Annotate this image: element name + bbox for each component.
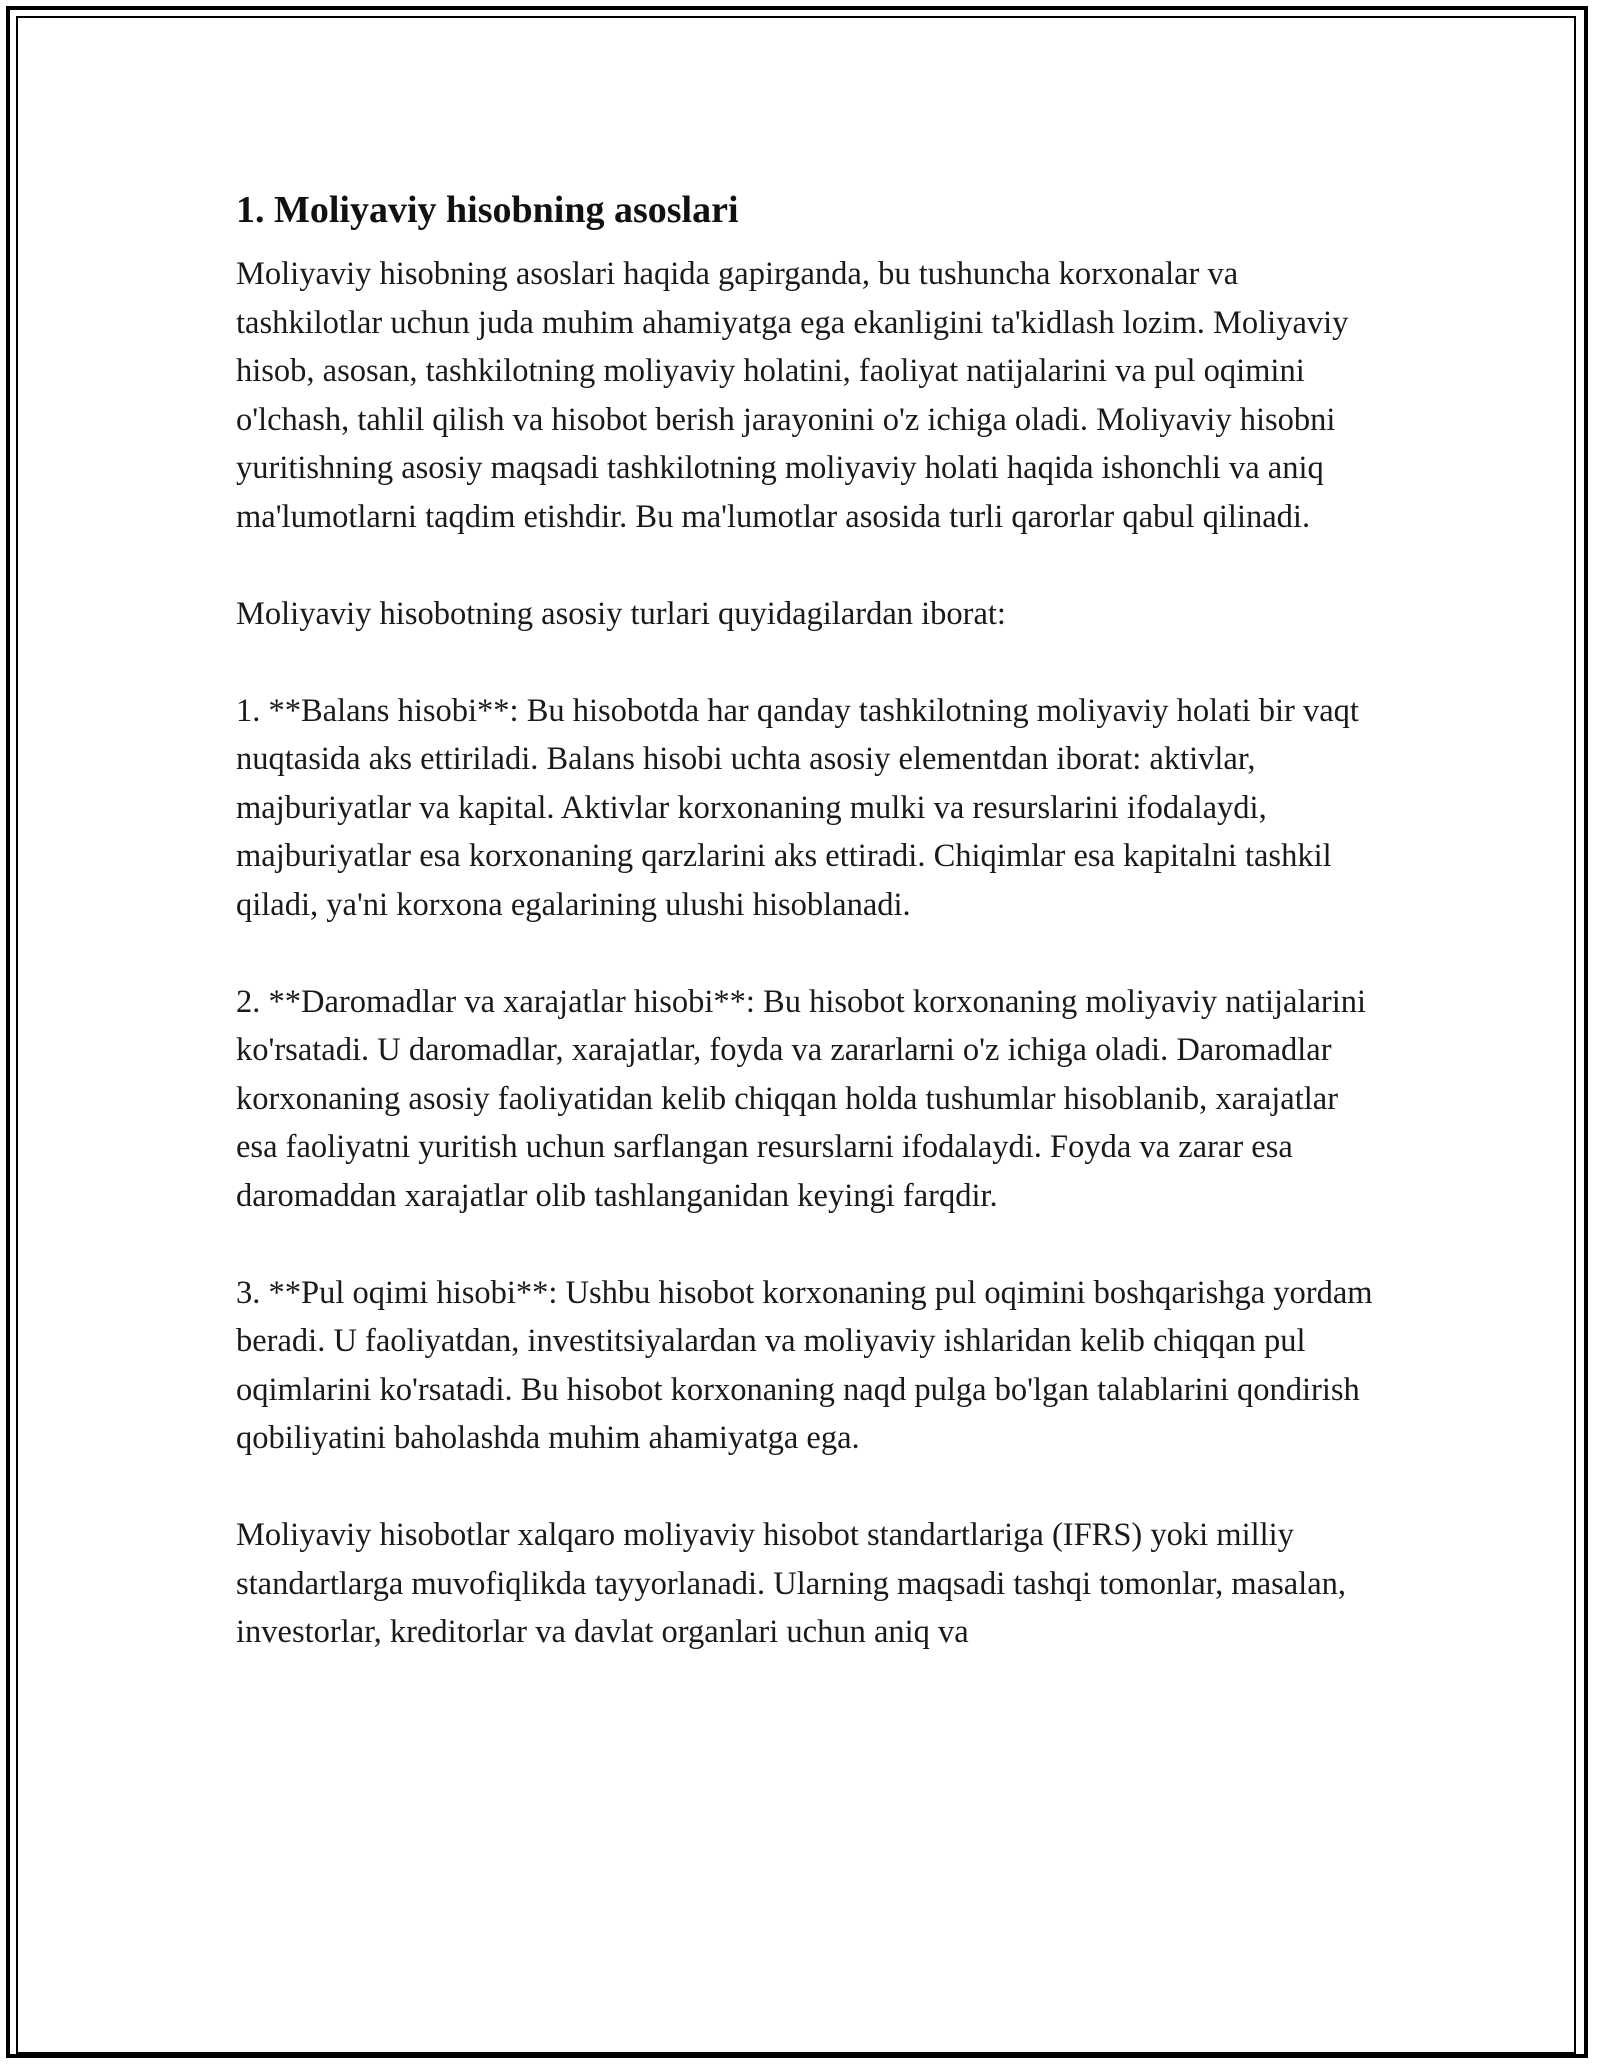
document-body [236,186,1376,1705]
paragraph-balance-sheet: 1. **Balans hisobi**: Bu hisobotda har qanday tashkilotning moliyaviy holati bir vaqt nuqtasida aks ettiriladi. Balans hisobi uchta asosiy elementdan iborat: aktivlar, majburiyatlar va kapital. Aktivlar korxonaning mulki va resurslarini ifodalaydi, majburiyatlar esa korxonaning qarzlarini aks ettiradi. Chiqimlar esa kapitalni tashkil qiladi, ya'ni korxona egalarining ulushi hisoblanadi. [236,692,1359,923]
paragraph-cash-flow: 3. **Pul oqimi hisobi**: Ushbu hisobot korxonaning pul oqimini boshqarishga yordam beradi. U faoliyatdan, investitsiyalardan va moliyaviy ishlaridan kelib chiqqan pul oqimlarini ko'rsatadi. Bu hisobot korxonaning naqd pulga bo'lgan talablarini qondirish qobiliyatini baholashda muhim ahamiyatga ega. [236,1274,1373,1456]
paragraph-types-intro: Moliyaviy hisobotning asosiy turlari quyidagilardan iborat: [236,595,1006,632]
paragraph-standards: Moliyaviy hisobotlar xalqaro moliyaviy hisobot standartlariga (IFRS) yoki milliy standartlarga muvofiqlikda tayyorlanadi. Ularning maqsadi tashqi tomonlar, masalan, investorlar, kreditorlar va davlat organlari uchun aniq va [236,1517,1347,1650]
paragraph-intro: Moliyaviy hisobning asoslari haqida gapirganda, bu tushuncha korxonalar va tashkilotlar uchun juda muhim ahamiyatga ega ekanligini ta'kidlash lozim. Moliyaviy hisob, asosan, tashkilotning moliyaviy holatini, faoliyat natijalarini va pul oqimini o'lchash, tahlil qilish va hisobot berish jarayonini o'z ichiga oladi. Moliyaviy hisobni yuritishning asosiy maqsadi tashkilotning moliyaviy holati haqida ishonchli va aniq ma'lumotlarni taqdim etishdir. Bu ma'lumotlar asosida turli qarorlar qabul qilinadi. [236,256,1349,535]
paragraph-income-statement: 2. **Daromadlar va xarajatlar hisobi**: Bu hisobot korxonaning moliyaviy natijalarini ko'rsatadi. U daromadlar, xarajatlar, foyda va zararlarni o'z ichiga oladi. Daromadlar korxonaning asosiy faoliyatidan kelib chiqqan holda tushumlar hisoblanib, xarajatlar esa faoliyatni yuritish uchun sarflangan resurslarni ifodalaydi. Foyda va zarar esa daromaddan xarajatlar olib tashlanganidan keyingi farqdir. [236,983,1367,1214]
section-heading: 1. Moliyaviy hisobning asoslari [236,189,739,231]
